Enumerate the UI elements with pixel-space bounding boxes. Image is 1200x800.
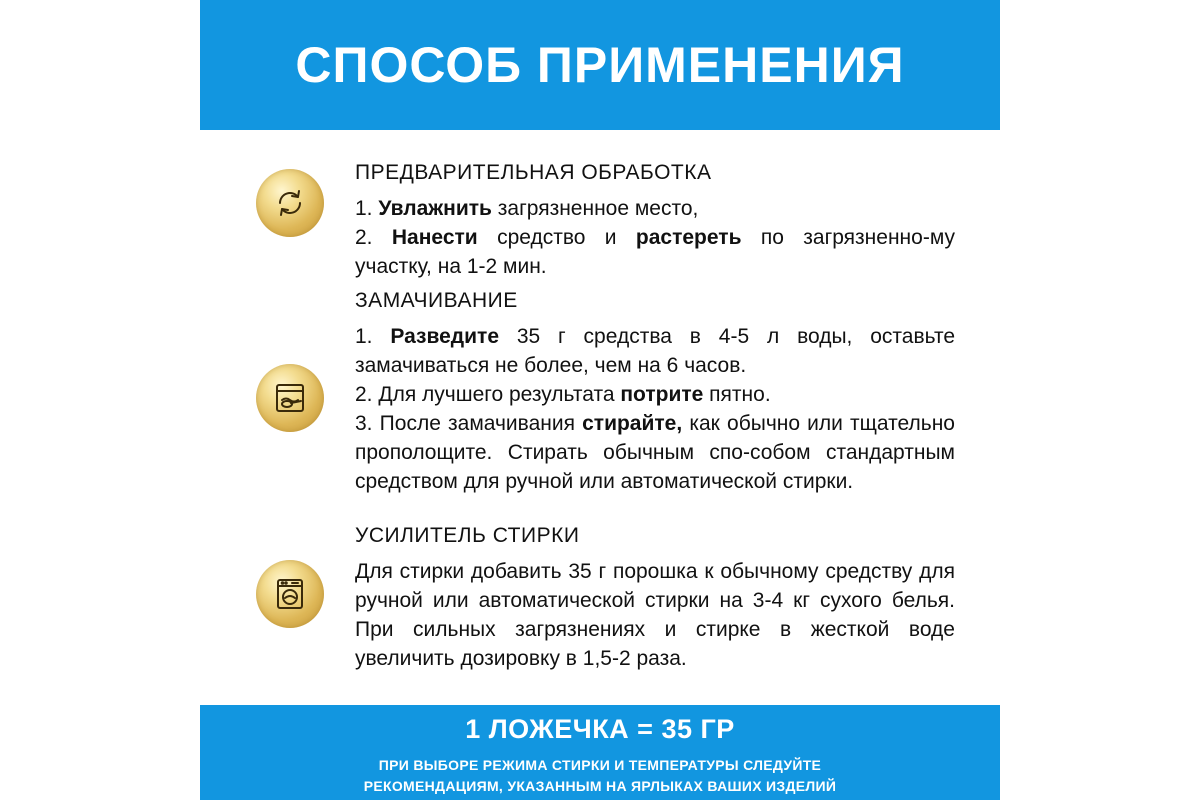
washing-machine-icon	[256, 560, 324, 628]
header-banner	[200, 0, 1000, 130]
section-title: ПРЕДВАРИТЕЛЬНАЯ ОБРАБОТКА	[355, 161, 712, 184]
instruction-line: 2. Для лучшего результата потрите пятно.	[355, 383, 771, 406]
soaking-basin-icon	[256, 364, 324, 432]
footer-banner	[200, 705, 1000, 800]
page-title: СПОСОБ ПРИМЕНЕНИЯ	[295, 37, 905, 93]
section-soaking	[355, 286, 955, 496]
instruction-line: 1. Разведите 35 г средства в 4-5 л воды, оставьте замачиваться не более, чем на 6 часов.	[355, 325, 955, 377]
section-booster	[355, 521, 955, 673]
instruction-line: 3. После замачивания стирайте, как обычно или тщательно прополощите. Стирать обычным спо-собом стандартным средством для ручной или автоматической стирки.	[355, 412, 955, 493]
section-pretreatment	[355, 158, 955, 281]
instructions-card	[200, 0, 1000, 800]
section-title: УСИЛИТЕЛЬ СТИРКИ	[355, 524, 580, 547]
instruction-text: Для стирки добавить 35 г порошка к обычному средству для ручной или автоматической стирки на 3-4 кг сухого белья. При сильных загрязнениях и стирке в жесткой воде увеличить дозировку в 1,5-2 раза.	[355, 560, 955, 670]
section-title: ЗАМАЧИВАНИЕ	[355, 289, 518, 312]
instruction-line: 2. Нанести средство и растереть по загрязненно-му участку, на 1-2 мин.	[355, 226, 955, 278]
care-note: ПРИ ВЫБОРЕ РЕЖИМА СТИРКИ И ТЕМПЕРАТУРЫ СЛЕДУЙТЕ РЕКОМЕНДАЦИЯМ, УКАЗАННЫМ НА ЯРЛЫКАХ ВАШИХ ИЗДЕЛИЙ	[363, 757, 837, 794]
refresh-arrows-icon	[256, 169, 324, 237]
dosage-label: 1 ЛОЖЕЧКА = 35 ГР	[465, 714, 735, 744]
instruction-line: 1. Увлажнить загрязненное место,	[355, 197, 699, 220]
